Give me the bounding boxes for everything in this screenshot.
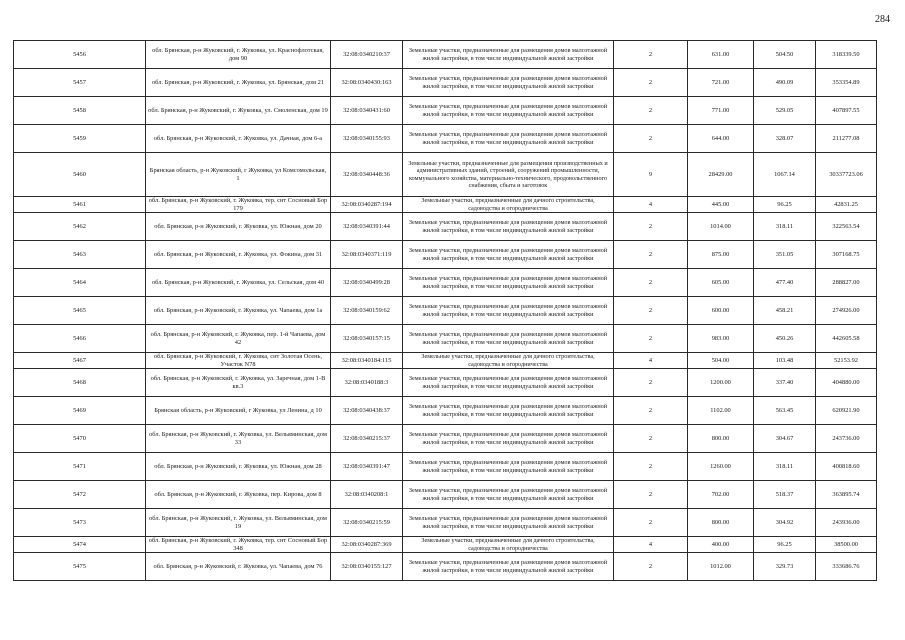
row-number-cell: 5467 (14, 353, 146, 369)
category-code-cell: 2 (614, 397, 688, 425)
area-cell: 1200.00 (688, 369, 754, 397)
row-number-cell: 5466 (14, 325, 146, 353)
unit-price-cell: 563.45 (754, 397, 816, 425)
address-cell: обл. Брянская, р-н Жуковский, г. Жуковка, ул. Вельяминская, дом 19 (146, 509, 331, 537)
table-row (14, 453, 877, 481)
cadastral-value-cell: 363895.74 (816, 481, 877, 509)
permitted-use-cell: Земельные участки, предназначенные для размещения домов малоэтажной жилой застройки, в том числе индивидуальной жилой застройки (403, 481, 614, 509)
area-cell: 1102.00 (688, 397, 754, 425)
table-row (14, 509, 877, 537)
cadastral-number-cell: 32:08:0340184:115 (331, 353, 403, 369)
cadastral-number-cell: 32:08:0340391:47 (331, 453, 403, 481)
unit-price-cell: 490.09 (754, 69, 816, 97)
row-number-cell: 5468 (14, 369, 146, 397)
unit-price-cell: 304.92 (754, 509, 816, 537)
cadastral-number-cell: 32:08:0340499:28 (331, 269, 403, 297)
cadastral-value-cell: 307168.75 (816, 241, 877, 269)
cadastral-number-cell: 32:08:0340430:163 (331, 69, 403, 97)
table-row (14, 125, 877, 153)
area-cell: 644.00 (688, 125, 754, 153)
category-code-cell: 2 (614, 325, 688, 353)
table-row (14, 297, 877, 325)
permitted-use-cell: Земельные участки, предназначенные для размещения домов малоэтажной жилой застройки, в том числе индивидуальной жилой застройки (403, 213, 614, 241)
category-code-cell: 2 (614, 481, 688, 509)
table-row (14, 425, 877, 453)
cadastral-value-cell: 442605.58 (816, 325, 877, 353)
address-cell: обл. Брянская, р-н Жуковский, г. Жуковка, тер. снт Сосновый Бор 179 (146, 197, 331, 213)
page-number: 284 (875, 14, 890, 25)
cadastral-number-cell: 32:08:0340438:37 (331, 397, 403, 425)
category-code-cell: 2 (614, 297, 688, 325)
row-number-cell: 5460 (14, 153, 146, 197)
cadastral-number-cell: 32:08:0340157:15 (331, 325, 403, 353)
permitted-use-cell: Земельные участки, предназначенные для размещения домов малоэтажной жилой застройки, в том числе индивидуальной жилой застройки (403, 125, 614, 153)
row-number-cell: 5473 (14, 509, 146, 537)
table-row (14, 41, 877, 69)
area-cell: 800.00 (688, 509, 754, 537)
cadastral-value-cell: 407897.55 (816, 97, 877, 125)
category-code-cell: 2 (614, 453, 688, 481)
area-cell: 600.00 (688, 297, 754, 325)
address-cell: обл. Брянская, р-н Жуковский, г. Жуковка, ул. Заречная, дом 1-В кв.3 (146, 369, 331, 397)
address-cell: обл. Брянская, р-н Жуковский, г. Жуковка, ул. Брянская, дом 21 (146, 69, 331, 97)
permitted-use-cell: Земельные участки, предназначенные для размещения домов малоэтажной жилой застройки, в том числе индивидуальной жилой застройки (403, 397, 614, 425)
category-code-cell: 2 (614, 97, 688, 125)
area-cell: 721.00 (688, 69, 754, 97)
address-cell: обл. Брянская, р-н Жуковский, г. Жуковка, ул. Чапаева, дом 1а (146, 297, 331, 325)
area-cell: 983.00 (688, 325, 754, 353)
cadastral-value-cell: 288827.00 (816, 269, 877, 297)
table-row (14, 537, 877, 553)
cadastral-number-cell: 32:08:0340448:36 (331, 153, 403, 197)
row-number-cell: 5456 (14, 41, 146, 69)
cadastral-value-cell: 620921.90 (816, 397, 877, 425)
cadastral-value-cell: 211277.08 (816, 125, 877, 153)
area-cell: 702.00 (688, 481, 754, 509)
cadastral-value-cell: 30337723.06 (816, 153, 877, 197)
unit-price-cell: 458.21 (754, 297, 816, 325)
table-row (14, 153, 877, 197)
category-code-cell: 4 (614, 353, 688, 369)
permitted-use-cell: Земельные участки, предназначенные для размещения домов малоэтажной жилой застройки, в том числе индивидуальной жилой застройки (403, 97, 614, 125)
category-code-cell: 2 (614, 269, 688, 297)
unit-price-cell: 96.25 (754, 537, 816, 553)
cadastral-number-cell: 32:08:0340159:62 (331, 297, 403, 325)
row-number-cell: 5470 (14, 425, 146, 453)
cadastral-value-cell: 274926.00 (816, 297, 877, 325)
cadastral-number-cell: 32:08:0340215:59 (331, 509, 403, 537)
cadastral-value-cell: 52153.92 (816, 353, 877, 369)
address-cell: обл. Брянская, р-н Жуковский, г. Жуковка, ул. Чапаева, дом 76 (146, 553, 331, 581)
address-cell: обл. Брянская, р-н Жуковский, г. Жуковка, ул. Смоленская, дом 19 (146, 97, 331, 125)
row-number-cell: 5471 (14, 453, 146, 481)
row-number-cell: 5475 (14, 553, 146, 581)
cadastral-number-cell: 32:08:0340215:37 (331, 425, 403, 453)
unit-price-cell: 450.26 (754, 325, 816, 353)
cadastral-value-cell: 243936.00 (816, 509, 877, 537)
permitted-use-cell: Земельные участки, предназначенные для размещения производственных и административных зданий, строений, сооружений промышленности, коммунального хозяйства, материально-технического, продовольственного снабжения, сбыта и заготовок (403, 153, 614, 197)
row-number-cell: 5459 (14, 125, 146, 153)
address-cell: обл. Брянская, р-н Жуковский, г. Жуковка, ул. Фокина, дом 31 (146, 241, 331, 269)
address-cell: обл. Брянская, р-н Жуковский, г. Жуковка, пер. 1-й Чапаева, дом 42 (146, 325, 331, 353)
category-code-cell: 2 (614, 241, 688, 269)
table-row (14, 553, 877, 581)
table-row (14, 97, 877, 125)
row-number-cell: 5469 (14, 397, 146, 425)
table-row (14, 397, 877, 425)
area-cell: 771.00 (688, 97, 754, 125)
address-cell: обл. Брянская, р-н Жуковский, г. Жуковка, ул. Южная, дом 28 (146, 453, 331, 481)
cadastral-value-cell: 400818.60 (816, 453, 877, 481)
table-row (14, 241, 877, 269)
row-number-cell: 5464 (14, 269, 146, 297)
unit-price-cell: 318.11 (754, 213, 816, 241)
cadastral-number-cell: 32:08:0340287:369 (331, 537, 403, 553)
table-row (14, 213, 877, 241)
category-code-cell: 2 (614, 69, 688, 97)
address-cell: Брянская область, р-н Жуковский, г Жуковка, ул Ленина, д 10 (146, 397, 331, 425)
unit-price-cell: 103.48 (754, 353, 816, 369)
permitted-use-cell: Земельные участки, предназначенные для дачного строительства, садоводства и огородничества (403, 537, 614, 553)
unit-price-cell: 337.40 (754, 369, 816, 397)
table-body (14, 41, 877, 581)
cadastral-value-cell: 42831.25 (816, 197, 877, 213)
cadastral-number-cell: 32:08:0340210:37 (331, 41, 403, 69)
address-cell: обл. Брянская, р-н Жуковский, г. Жуковка, тер. снт Сосновый Бор 348 (146, 537, 331, 553)
address-cell: обл. Брянская, р-н Жуковский, г. Жуковка, пер. Кирова, дом 8 (146, 481, 331, 509)
area-cell: 1260.00 (688, 453, 754, 481)
area-cell: 400.00 (688, 537, 754, 553)
area-cell: 1014.00 (688, 213, 754, 241)
unit-price-cell: 504.50 (754, 41, 816, 69)
category-code-cell: 2 (614, 125, 688, 153)
table-row (14, 197, 877, 213)
unit-price-cell: 529.05 (754, 97, 816, 125)
permitted-use-cell: Земельные участки, предназначенные для размещения домов малоэтажной жилой застройки, в том числе индивидуальной жилой застройки (403, 269, 614, 297)
table-row (14, 269, 877, 297)
table-row (14, 353, 877, 369)
row-number-cell: 5465 (14, 297, 146, 325)
category-code-cell: 4 (614, 537, 688, 553)
area-cell: 28429.00 (688, 153, 754, 197)
unit-price-cell: 351.05 (754, 241, 816, 269)
permitted-use-cell: Земельные участки, предназначенные для размещения домов малоэтажной жилой застройки, в том числе индивидуальной жилой застройки (403, 69, 614, 97)
unit-price-cell: 477.40 (754, 269, 816, 297)
unit-price-cell: 328.07 (754, 125, 816, 153)
address-cell: обл. Брянская, р-н Жуковский, г. Жуковка, ул. Краснофлотская, дом 90 (146, 41, 331, 69)
unit-price-cell: 329.73 (754, 553, 816, 581)
permitted-use-cell: Земельные участки, предназначенные для размещения домов малоэтажной жилой застройки, в том числе индивидуальной жилой застройки (403, 325, 614, 353)
category-code-cell: 2 (614, 213, 688, 241)
permitted-use-cell: Земельные участки, предназначенные для размещения домов малоэтажной жилой застройки, в том числе индивидуальной жилой застройки (403, 297, 614, 325)
cadastral-value-cell: 353354.89 (816, 69, 877, 97)
table-row (14, 325, 877, 353)
area-cell: 1012.00 (688, 553, 754, 581)
row-number-cell: 5462 (14, 213, 146, 241)
address-cell: обл. Брянская, р-н Жуковский, г. Жуковка, ул. Южная, дом 20 (146, 213, 331, 241)
cadastral-value-cell: 322563.54 (816, 213, 877, 241)
cadastral-number-cell: 32:08:0340371:119 (331, 241, 403, 269)
unit-price-cell: 304.67 (754, 425, 816, 453)
permitted-use-cell: Земельные участки, предназначенные для размещения домов малоэтажной жилой застройки, в том числе индивидуальной жилой застройки (403, 425, 614, 453)
cadastral-value-cell: 318339.50 (816, 41, 877, 69)
table-row (14, 481, 877, 509)
address-cell: обл. Брянская, р-н Жуковский, г. Жуковка, ул. Вельяминская, дом 33 (146, 425, 331, 453)
permitted-use-cell: Земельные участки, предназначенные для размещения домов малоэтажной жилой застройки, в том числе индивидуальной жилой застройки (403, 41, 614, 69)
row-number-cell: 5463 (14, 241, 146, 269)
permitted-use-cell: Земельные участки, предназначенные для размещения домов малоэтажной жилой застройки, в том числе индивидуальной жилой застройки (403, 553, 614, 581)
permitted-use-cell: Земельные участки, предназначенные для размещения домов малоэтажной жилой застройки, в том числе индивидуальной жилой застройки (403, 369, 614, 397)
cadastral-value-cell: 333686.76 (816, 553, 877, 581)
address-cell: обл. Брянская, р-н Жуковский, г. Жуковка, ул. Сельская, дом 40 (146, 269, 331, 297)
unit-price-cell: 1067.14 (754, 153, 816, 197)
cadastral-value-cell: 38500.00 (816, 537, 877, 553)
row-number-cell: 5458 (14, 97, 146, 125)
area-cell: 800.00 (688, 425, 754, 453)
row-number-cell: 5472 (14, 481, 146, 509)
cadastral-number-cell: 32:08:0340287:194 (331, 197, 403, 213)
area-cell: 445.00 (688, 197, 754, 213)
address-cell: обл. Брянская, р-н Жуковский, г. Жуковка, ул. Дачная, дом 6-а (146, 125, 331, 153)
table-row (14, 369, 877, 397)
row-number-cell: 5461 (14, 197, 146, 213)
cadastral-value-cell: 404880.00 (816, 369, 877, 397)
area-cell: 875.00 (688, 241, 754, 269)
area-cell: 504.00 (688, 353, 754, 369)
category-code-cell: 2 (614, 369, 688, 397)
cadastral-number-cell: 32:08:0340208:1 (331, 481, 403, 509)
permitted-use-cell: Земельные участки, предназначенные для дачного строительства, садоводства и огородничества (403, 353, 614, 369)
cadastral-number-cell: 32:08:0340431:60 (331, 97, 403, 125)
cadastral-number-cell: 32:08:0340391:44 (331, 213, 403, 241)
area-cell: 631.00 (688, 41, 754, 69)
category-code-cell: 9 (614, 153, 688, 197)
cadastral-number-cell: 32:08:0340188:3 (331, 369, 403, 397)
cadastral-value-cell: 243736.00 (816, 425, 877, 453)
category-code-cell: 2 (614, 553, 688, 581)
unit-price-cell: 96.25 (754, 197, 816, 213)
unit-price-cell: 318.11 (754, 453, 816, 481)
unit-price-cell: 518.37 (754, 481, 816, 509)
row-number-cell: 5457 (14, 69, 146, 97)
category-code-cell: 4 (614, 197, 688, 213)
permitted-use-cell: Земельные участки, предназначенные для размещения домов малоэтажной жилой застройки, в том числе индивидуальной жилой застройки (403, 509, 614, 537)
address-cell: обл. Брянская, р-н Жуковский, г. Жуковка, снт Золотая Осень, Участок N78 (146, 353, 331, 369)
category-code-cell: 2 (614, 41, 688, 69)
area-cell: 605.00 (688, 269, 754, 297)
category-code-cell: 2 (614, 509, 688, 537)
cadastral-number-cell: 32:08:0340155:93 (331, 125, 403, 153)
cadastral-number-cell: 32:08:0340155:127 (331, 553, 403, 581)
category-code-cell: 2 (614, 425, 688, 453)
address-cell: Брянская область, р-н Жуковский, г Жуковка, ул Комсомольская, 1 (146, 153, 331, 197)
table-row (14, 69, 877, 97)
permitted-use-cell: Земельные участки, предназначенные для размещения домов малоэтажной жилой застройки, в том числе индивидуальной жилой застройки (403, 241, 614, 269)
permitted-use-cell: Земельные участки, предназначенные для размещения домов малоэтажной жилой застройки, в том числе индивидуальной жилой застройки (403, 453, 614, 481)
permitted-use-cell: Земельные участки, предназначенные для дачного строительства, садоводства и огородничества (403, 197, 614, 213)
row-number-cell: 5474 (14, 537, 146, 553)
cadastral-registry-table (13, 40, 877, 581)
